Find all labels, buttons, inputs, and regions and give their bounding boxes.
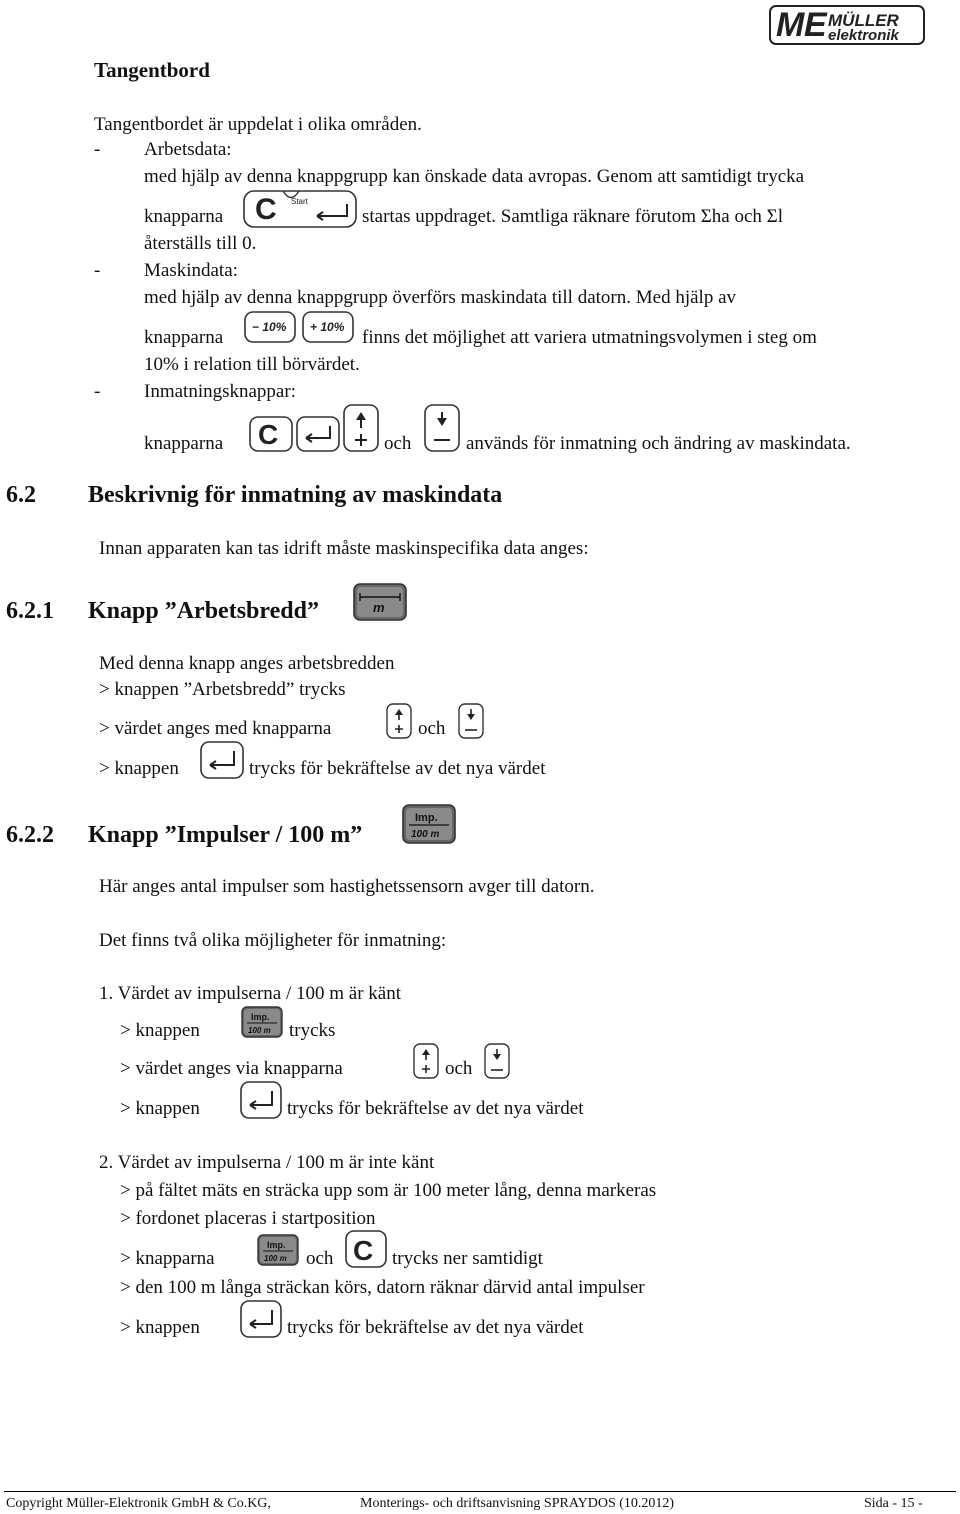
plus-key-icon bbox=[413, 1043, 439, 1079]
section-text: Det finns två olika möjligheter för inmatning: bbox=[99, 930, 447, 951]
svg-text:100 m: 100 m bbox=[264, 1254, 287, 1263]
svg-text:Start: Start bbox=[291, 197, 308, 206]
intro-text: Tangentbordet är uppdelat i olika områden. bbox=[94, 114, 422, 135]
footer-document-title: Monterings- och driftsanvisning SPRAYDOS (10.2012) bbox=[360, 1496, 675, 1511]
company-logo bbox=[768, 4, 926, 46]
svg-text:Imp.: Imp. bbox=[267, 1240, 286, 1250]
section-title: Knapp ”Impulser / 100 m” bbox=[88, 822, 363, 848]
och-text: och bbox=[306, 1248, 334, 1269]
plus-key-icon bbox=[343, 404, 379, 452]
dash: - bbox=[94, 139, 101, 160]
section-number: 6.2 bbox=[6, 482, 36, 508]
svg-text:C: C bbox=[258, 419, 279, 450]
c-key-icon bbox=[249, 416, 293, 452]
section-text: > knappen ”Arbetsbredd” trycks bbox=[99, 679, 346, 700]
och-text: och bbox=[418, 718, 446, 739]
group-text: med hjälp av denna knappgrupp överförs maskindata till datorn. Med hjälp av bbox=[144, 287, 737, 308]
list-item: trycks ner samtidigt bbox=[392, 1248, 543, 1269]
svg-text:C: C bbox=[353, 1235, 374, 1266]
section-text: trycks för bekräftelse av det nya värdet bbox=[249, 758, 546, 779]
list-item: trycks för bekräftelse av det nya värdet bbox=[287, 1098, 584, 1119]
logo-line2: elektronik bbox=[828, 27, 899, 44]
list-item: trycks bbox=[289, 1020, 336, 1041]
svg-text:− 10%: − 10% bbox=[252, 320, 287, 334]
plus-10-percent-key-icon bbox=[302, 311, 354, 343]
footer-page-number: Sida - 15 - bbox=[864, 1496, 923, 1511]
svg-text:Imp.: Imp. bbox=[251, 1012, 270, 1022]
list-item: > den 100 m långa sträckan körs, datorn räknar därvid antal impulser bbox=[120, 1277, 645, 1298]
group-text: med hjälp av denna knappgrupp kan önskade data avropas. Genom att samtidigt trycka bbox=[144, 166, 805, 187]
minus-key-icon bbox=[458, 703, 484, 739]
imp-100m-key-icon bbox=[402, 804, 456, 844]
list-item: > på fältet mäts en sträcka upp som är 100 meter lång, denna markeras bbox=[120, 1180, 657, 1201]
svg-text:C: C bbox=[255, 193, 277, 226]
enter-key-icon bbox=[240, 1081, 282, 1119]
c-key-icon bbox=[345, 1230, 387, 1268]
list-item: trycks för bekräftelse av det nya värdet bbox=[287, 1317, 584, 1338]
section-title: Knapp ”Arbetsbredd” bbox=[88, 598, 319, 624]
dash: - bbox=[94, 381, 101, 402]
footer-divider bbox=[4, 1491, 956, 1492]
section-number: 6.2.1 bbox=[6, 598, 54, 624]
footer-copyright: Copyright Müller-Elektronik GmbH & Co.KG, bbox=[6, 1496, 271, 1511]
group-text: knapparna bbox=[144, 433, 224, 454]
imp-100m-key-icon bbox=[241, 1006, 283, 1038]
section-title: Beskrivnig för inmatning av maskindata bbox=[88, 482, 503, 508]
group-text: finns det möjlighet att variera utmatningsvolymen i steg om bbox=[362, 327, 817, 348]
option-heading: 2. Värdet av impulserna / 100 m är inte känt bbox=[99, 1152, 435, 1173]
group-title-maskindata: Maskindata: bbox=[144, 260, 238, 281]
list-item: > knappen bbox=[120, 1317, 200, 1338]
c-start-key-icon bbox=[243, 190, 357, 228]
section-text: Innan apparaten kan tas idrift måste maskinspecifika data anges: bbox=[99, 538, 589, 559]
section-number: 6.2.2 bbox=[6, 822, 54, 848]
enter-key-icon bbox=[296, 416, 340, 452]
och-text: och bbox=[445, 1058, 473, 1079]
list-item: > knapparna bbox=[120, 1248, 215, 1269]
svg-text:Imp.: Imp. bbox=[415, 812, 438, 824]
section-text: Här anges antal impulser som hastighetssensorn avger till datorn. bbox=[99, 876, 595, 897]
och-text: och bbox=[384, 433, 412, 454]
group-text: startas uppdraget. Samtliga räknare förutom Σha och Σl bbox=[362, 206, 783, 227]
section-text: Med denna knapp anges arbetsbredden bbox=[99, 653, 395, 674]
minus-key-icon bbox=[484, 1043, 510, 1079]
svg-text:E: E bbox=[804, 6, 827, 44]
list-item: > fordonet placeras i startposition bbox=[120, 1208, 376, 1229]
svg-text:m: m bbox=[373, 600, 385, 615]
enter-key-icon bbox=[200, 741, 244, 779]
group-text: knapparna bbox=[144, 327, 224, 348]
page-heading: Tangentbord bbox=[94, 58, 210, 82]
minus-key-icon bbox=[424, 404, 460, 452]
enter-key-icon bbox=[240, 1300, 282, 1338]
svg-text:M: M bbox=[776, 6, 805, 44]
option-heading: 1. Värdet av impulserna / 100 m är känt bbox=[99, 983, 401, 1004]
group-text: 10% i relation till börvärdet. bbox=[144, 354, 360, 375]
logo-line1: MÜLLER bbox=[828, 11, 899, 30]
plus-key-icon bbox=[386, 703, 412, 739]
group-title-arbetsdata: Arbetsdata: bbox=[144, 139, 232, 160]
list-item: > knappen bbox=[120, 1098, 200, 1119]
section-text: > värdet anges med knapparna bbox=[99, 718, 332, 739]
section-text: > knappen bbox=[99, 758, 179, 779]
group-text: knapparna bbox=[144, 206, 224, 227]
minus-10-percent-key-icon bbox=[244, 311, 296, 343]
imp-100m-key-icon bbox=[257, 1234, 299, 1266]
svg-text:100 m: 100 m bbox=[248, 1026, 271, 1035]
working-width-key-icon bbox=[353, 583, 407, 621]
list-item: > knappen bbox=[120, 1020, 200, 1041]
list-item: > värdet anges via knapparna bbox=[120, 1058, 343, 1079]
svg-text:100 m: 100 m bbox=[411, 829, 440, 840]
group-title-inmatning: Inmatningsknappar: bbox=[144, 381, 296, 402]
group-text: används för inmatning och ändring av maskindata. bbox=[466, 433, 851, 454]
group-text: återställs till 0. bbox=[144, 233, 257, 254]
svg-text:+ 10%: + 10% bbox=[310, 320, 345, 334]
dash: - bbox=[94, 260, 101, 281]
